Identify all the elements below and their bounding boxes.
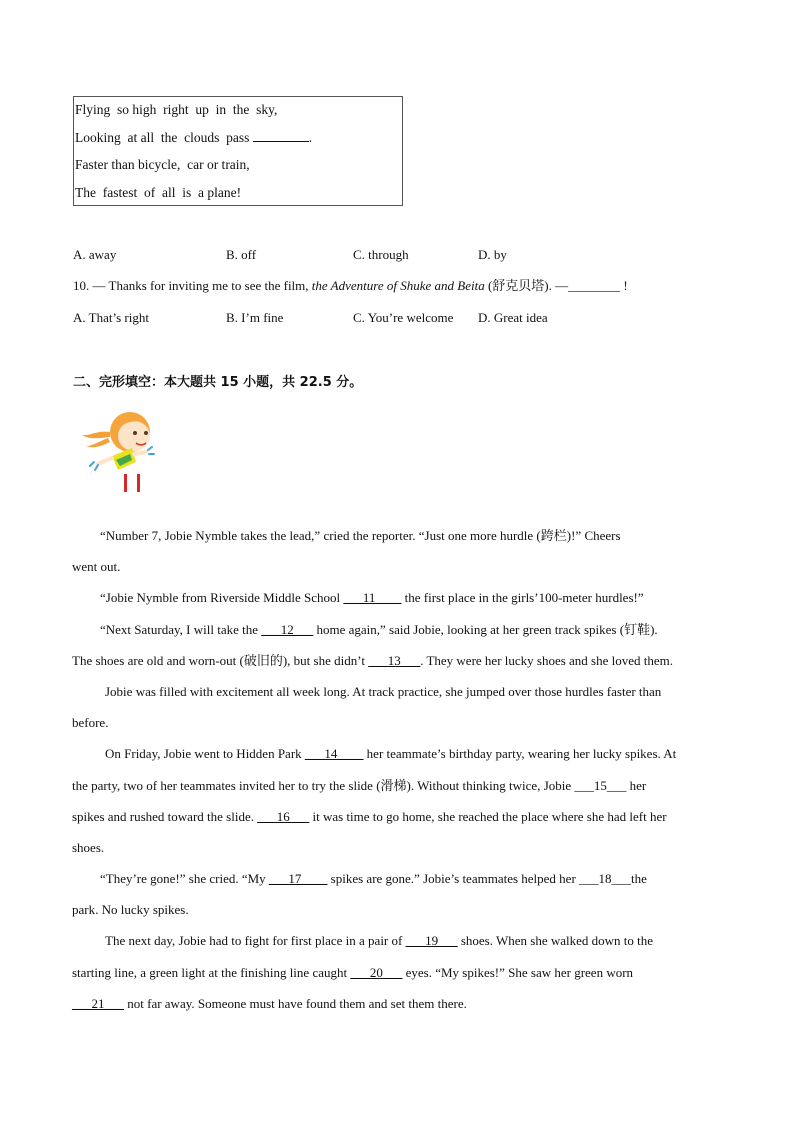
- q10-suffix: (舒克贝塔). —________ !: [484, 278, 628, 293]
- passage-text: eyes. “My spikes!” She saw her green worn: [402, 964, 634, 980]
- blank-21[interactable]: ___21___: [72, 995, 124, 1011]
- passage-text: the first place in the girls’100-meter hurdles!”: [401, 590, 644, 606]
- passage-text: . They were her lucky shoes and she loved them.: [420, 652, 674, 668]
- passage-line: shoes.: [72, 839, 105, 855]
- question-10: [73, 276, 628, 296]
- answer-blank[interactable]: [253, 127, 309, 142]
- blank-16[interactable]: ___16___: [257, 808, 310, 824]
- blank-17[interactable]: ___17____: [268, 871, 328, 887]
- passage-text: home again,” said Jobie, looking at her green track spikes (钉鞋).: [313, 621, 658, 637]
- option-b[interactable]: B. off: [226, 247, 257, 262]
- passage-line: “Number 7, Jobie Nymble takes the lead,” cried the reporter. “Just one more hurdle (跨栏)!” Cheers: [100, 528, 621, 543]
- passage-text: “Jobie Nymble from Riverside Middle School: [100, 590, 344, 606]
- girl-hurdler-illustration: [80, 402, 160, 496]
- section-title: 二、完形填空：本大题共 15 小题，共 22.5 分。: [73, 375, 363, 390]
- passage-line: [72, 962, 722, 993]
- passage-line: [72, 993, 722, 1024]
- option-a[interactable]: A. That’s right: [73, 310, 149, 325]
- poem-box: [73, 96, 403, 206]
- blank-12[interactable]: ___12___: [261, 621, 314, 637]
- q10-prefix: 10. — Thanks for inviting me to see the film,: [73, 278, 312, 293]
- passage-line: [72, 619, 722, 650]
- passage-line: [72, 650, 722, 681]
- passage-line: Jobie was filled with excitement all week long. At track practice, she jumped over those hurdles faster than: [105, 683, 662, 699]
- passage-text: The next day, Jobie had to fight for first place in a pair of: [105, 933, 406, 949]
- passage-line: went out.: [72, 559, 121, 575]
- poem-line-1: Flying so high right up in the sky,: [75, 102, 278, 117]
- option-b[interactable]: B. I’m fine: [226, 310, 284, 325]
- poem-line-3: Faster than bicycle, car or train,: [75, 157, 250, 172]
- blank-14[interactable]: ___14____: [304, 746, 364, 762]
- passage-line: [72, 587, 722, 618]
- passage-text: spikes are gone.” Jobie’s teammates helped her ___18___the: [327, 871, 647, 887]
- q10-film-title: the Adventure of Shuke and Beita: [311, 278, 485, 293]
- passage-text: The shoes are old and worn-out (破旧的), but she didn’t: [72, 652, 369, 668]
- passage-text: her teammate’s birthday party, wearing her lucky spikes. At: [363, 746, 677, 762]
- passage-text: “Next Saturday, I will take the: [100, 621, 262, 637]
- passage-text: starting line, a green light at the finishing line caught: [72, 964, 351, 980]
- passage-text: spikes and rushed toward the slide.: [72, 808, 258, 824]
- poem-line-2-text: Looking at all the clouds pass: [75, 129, 253, 145]
- poem-line-4: The fastest of all is a plane!: [75, 184, 242, 200]
- passage-line: park. No lucky spikes.: [72, 902, 189, 918]
- passage-text: not far away. Someone must have found them and set them there.: [124, 995, 467, 1011]
- blank-11[interactable]: ___11____: [343, 590, 402, 606]
- passage-line: [72, 743, 722, 774]
- passage-text: On Friday, Jobie went to Hidden Park: [105, 746, 305, 762]
- option-d[interactable]: D. Great idea: [478, 310, 548, 325]
- passage-line: [72, 868, 722, 899]
- option-c[interactable]: C. through: [353, 247, 409, 262]
- option-a[interactable]: A. away: [73, 247, 117, 262]
- passage-line: before.: [72, 715, 109, 731]
- passage-line: [72, 930, 722, 961]
- passage-text: it was time to go home, she reached the place where she had left her: [309, 808, 667, 824]
- option-d[interactable]: D. by: [478, 247, 507, 262]
- passage-line: [72, 806, 722, 837]
- passage-text: shoes. When she walked down to the: [457, 933, 654, 949]
- poem-line-2: Looking at all the clouds pass .: [75, 127, 402, 155]
- cloze-passage: [72, 525, 722, 1024]
- blank-13[interactable]: ___13___: [368, 652, 421, 668]
- blank-19[interactable]: ___19___: [405, 933, 458, 949]
- option-c[interactable]: C. You’re welcome: [353, 310, 454, 325]
- blank-20[interactable]: ___20___: [350, 964, 403, 980]
- passage-line: the party, two of her teammates invited her to try the slide (滑梯). Without thinking twice, Jobie ___15___ her: [72, 777, 647, 793]
- passage-text: “They’re gone!” she cried. “My: [100, 871, 269, 887]
